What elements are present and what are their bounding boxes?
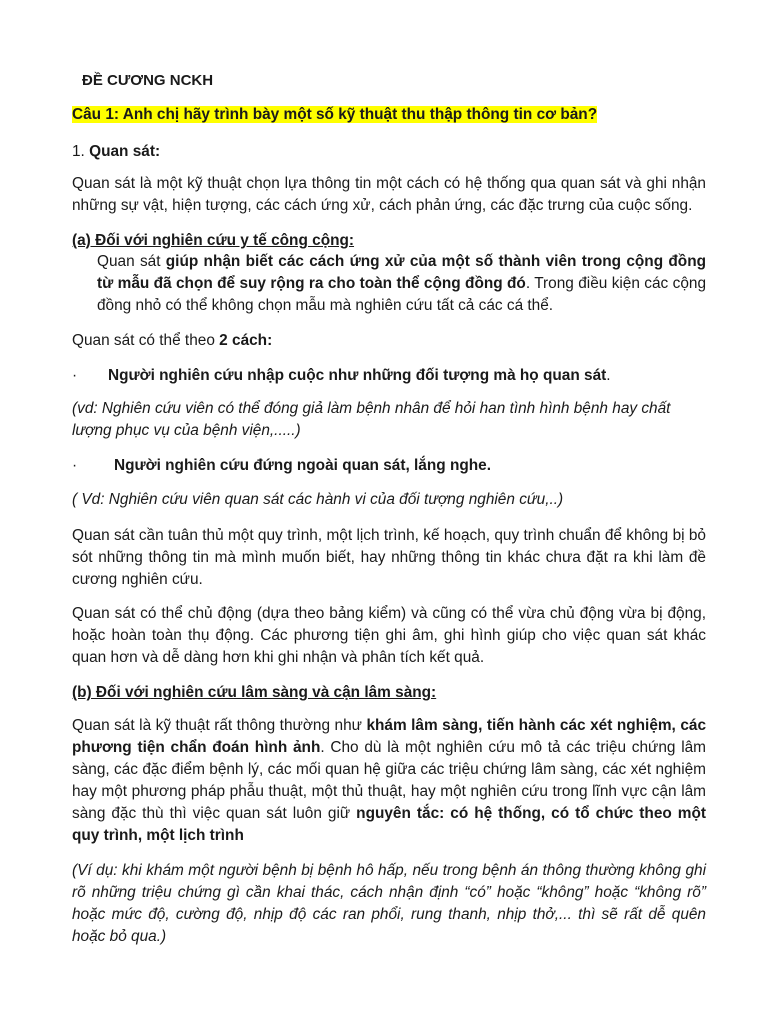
sub-a-paragraph: [97, 251, 706, 317]
example-3: [72, 860, 706, 948]
ways-lead: Quan sát có thể theo: [72, 332, 220, 349]
section-1-title: Quan sát:: [89, 143, 161, 160]
ways-paragraph: [72, 330, 706, 352]
sub-a-heading-text: (a) Đối với nghiên cứu y tế công cộng:: [72, 232, 355, 249]
process-paragraph: Quan sát cần tuân thủ một quy trình, một lịch trình, kế hoạch, quy trình chuẩn để không bị bỏ sót những thông tin mà mình muốn biết, hay những thông tin khác chưa đặt ra khi làm đề cương nghiên cứu.: [72, 527, 706, 588]
intro-paragraph: Quan sát là một kỹ thuật chọn lựa thông tin một cách có hệ thống qua quan sát và ghi nhận những sự vật, hiện tượng, các cách ứng xử, cách phản ứng, các đặc trưng của cuộc sống.: [72, 175, 706, 214]
sub-b-heading: [72, 682, 706, 704]
sub-b-mid: . Cho dù là một nghiên cứu mô tả các triệu chứng lâm sàng, các đặc điểm bệnh lý, các mối quan hệ giữa các triệu chứng lâm sàng, các xét nghiệm hay một phương pháp phẫu thuật, một thủ thuật, hay một nghiên cứu trong lĩnh vực cận lâm sàng đặc thù thì việc quan sát luôn giữ: [72, 739, 706, 822]
section-1-heading: [72, 141, 706, 163]
bullet-item: [72, 365, 611, 387]
sub-a-heading: [72, 230, 706, 252]
example-1-text: (vd: Nghiên cứu viên có thể đóng giả làm bệnh nhân để hỏi han tình hình bệnh hay chất lượng phục vụ của bệnh viện,.....): [72, 400, 671, 439]
section-1-number: 1.: [72, 143, 90, 160]
bullet-marker: ·: [72, 457, 78, 474]
sub-b-paragraph: [72, 715, 706, 847]
example-2-text: ( Vd: Nghiên cứu viên quan sát các hành vi của đối tượng nghiên cứu,..): [72, 491, 564, 508]
sub-b-bold-1: khám lâm sàng, tiến hành các xét nghiệm, các phương tiện chẩn đoán hình ảnh: [72, 717, 707, 756]
ways-bold: 2 cách:: [219, 332, 273, 349]
question-1: [72, 106, 597, 124]
sub-a-bold: giúp nhận biết các cách ứng xử của một số thành viên trong cộng đồng từ mẫu đã chọn để suy rộng ra cho toàn thể cộng đồng đó: [97, 253, 706, 292]
question-1-highlight: Câu 1: Anh chị hãy trình bày một số kỹ thuật thu thập thông tin cơ bản?: [72, 106, 598, 123]
sub-a-rest: . Trong điều kiện các cộng đồng nhỏ có thể không chọn mẫu mà nghiên cứu tất cả các cá thể.: [97, 275, 707, 314]
bullet-marker: ·: [72, 367, 78, 384]
bullet-end: .: [606, 367, 611, 384]
example-1: [72, 398, 706, 442]
sub-a-lead: Quan sát: [97, 253, 166, 270]
example-3-text: (Ví dụ: khi khám một người bệnh bị bệnh hô hấp, nếu trong bệnh án thông thường không ghi rõ những triệu chứng gì cần khai thác, cách nhận định “có” hoặc “không” hoặc “không rõ” hoặc mức độ, cường độ, nhịp độ các ran phổi, rung thanh, nhịp thở,... thì sẽ rất dễ quên hoặc bỏ qua.): [72, 862, 706, 945]
active-paragraph: Quan sát có thể chủ động (dựa theo bảng kiểm) và cũng có thể vừa chủ động vừa bị động, hoặc hoàn toàn thụ động. Các phương tiện ghi âm, ghi hình giúp cho việc quan sát khác quan hơn và dễ dàng hơn khi ghi nhận và phân tích kết quả.: [72, 605, 706, 666]
example-2: [72, 489, 706, 511]
bullet-text: Người nghiên cứu nhập cuộc như những đối tượng mà họ quan sát: [108, 367, 607, 384]
document-title: ĐỀ CƯƠNG NCKH: [82, 72, 214, 89]
sub-b-lead: Quan sát là kỹ thuật rất thông thường như: [72, 717, 367, 734]
sub-b-heading-text: (b) Đối với nghiên cứu lâm sàng và cận lâm sàng:: [72, 684, 437, 701]
bullet-item: [72, 455, 491, 477]
sub-b-bold-2: nguyên tắc: có hệ thống, có tổ chức theo một quy trình, một lịch trình: [72, 805, 706, 844]
bullet-text: Người nghiên cứu đứng ngoài quan sát, lắng nghe.: [114, 457, 491, 474]
